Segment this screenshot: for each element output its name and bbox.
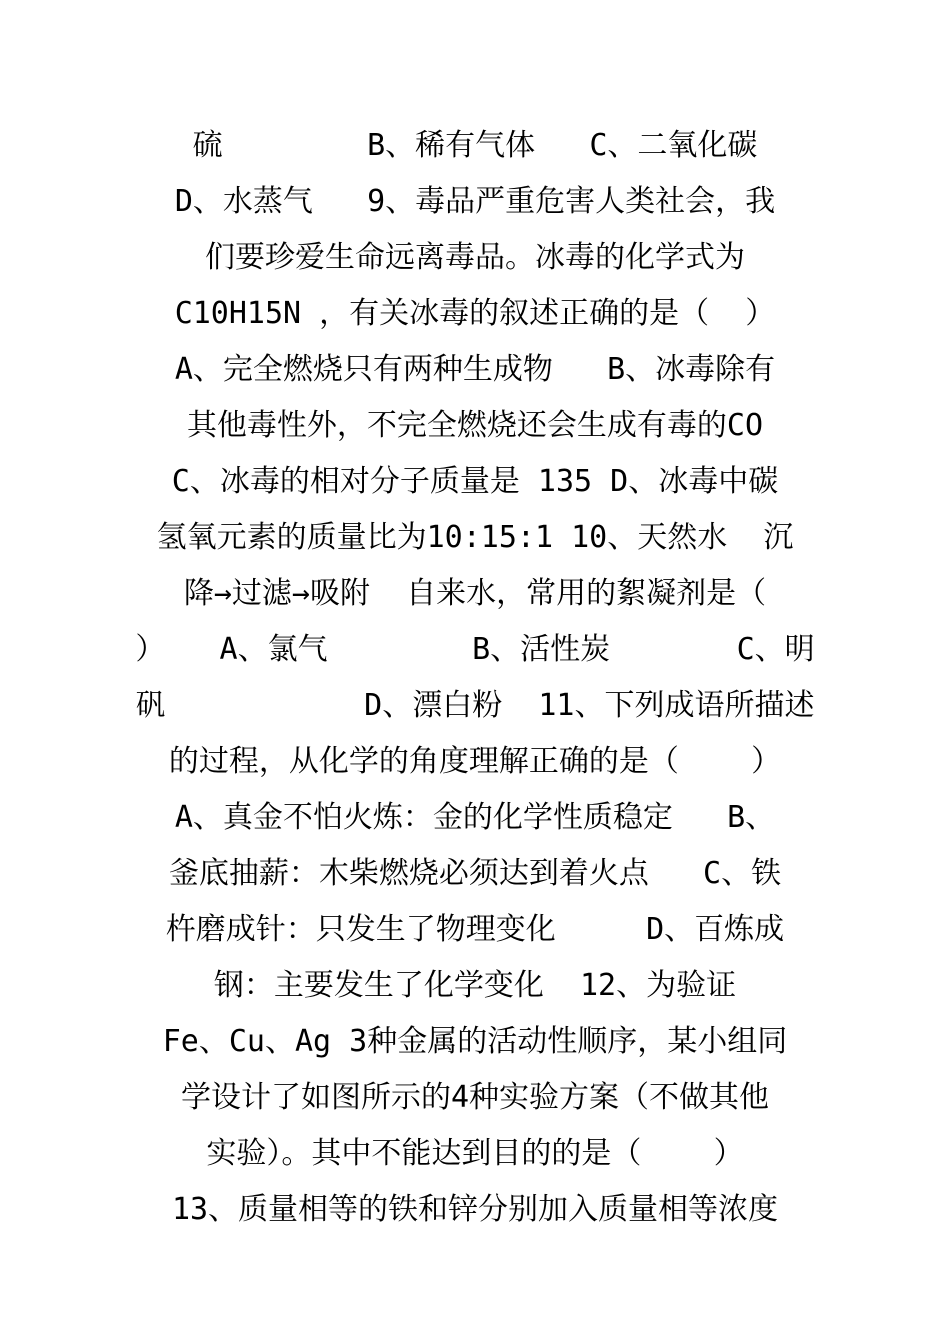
text-line-7: C、冰毒的相对分子质量是 135 D、冰毒中碳	[171, 464, 779, 499]
document-text-block	[132, 118, 818, 1238]
text-line-13: A、真金不怕火炼：金的化学性质稳定 B、	[174, 800, 776, 835]
text-line-1: 硫 B、稀有气体 C、二氧化碳	[192, 128, 758, 163]
text-line-17: Fe、Cu、Ag 3种金属的活动性顺序，某小组同	[162, 1024, 788, 1059]
text-line-9: 降→过滤→吸附 自来水，常用的絮凝剂是（	[183, 576, 767, 611]
text-line-2: D、水蒸气 9、毒品严重危害人类社会，我	[174, 184, 776, 219]
text-line-14: 釜底抽薪：木柴燃烧必须达到着火点 C、铁	[168, 856, 782, 891]
text-line-5: A、完全燃烧只有两种生成物 B、冰毒除有	[174, 352, 776, 387]
text-line-18: 学设计了如图所示的4种实验方案（不做其他	[180, 1080, 770, 1115]
text-line-10: ） A、氯气 B、活性炭 C、明	[135, 632, 815, 667]
text-line-15: 杵磨成针：只发生了物理变化 D、百炼成	[165, 912, 785, 947]
text-line-11: 矾 D、漂白粉 11、下列成语所描述	[135, 688, 815, 723]
text-line-3: 们要珍爱生命远离毒品。冰毒的化学式为	[205, 240, 745, 275]
text-line-16: 钢：主要发生了化学变化 12、为验证	[213, 968, 737, 1003]
text-line-20: 13、质量相等的铁和锌分别加入质量相等浓度	[171, 1192, 779, 1227]
text-line-6: 其他毒性外，不完全燃烧还会生成有毒的CO	[186, 408, 764, 443]
text-line-19: 实验）。其中不能达到目的的是（ ）	[206, 1136, 744, 1171]
text-line-8: 氢氧元素的质量比为10:15:1 10、天然水 沉	[156, 520, 794, 555]
text-line-4: C10H15N ，有关冰毒的叙述正确的是（ ）	[174, 296, 776, 331]
text-line-12: 的过程，从化学的角度理解正确的是（ ）	[168, 744, 782, 779]
